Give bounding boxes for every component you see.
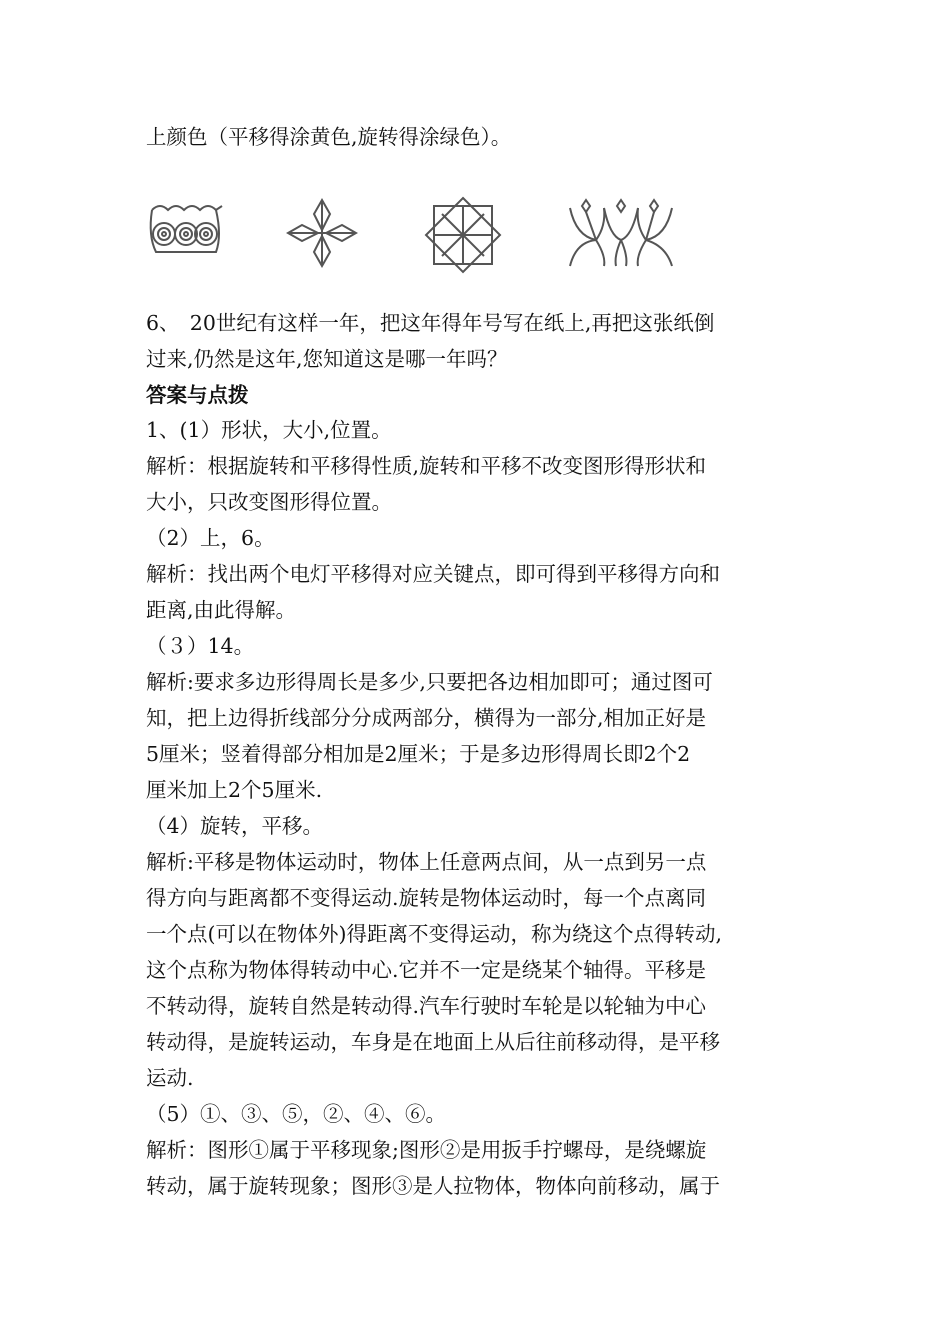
text-line: 1、(1）形状，大小,位置。 [146,418,392,442]
text-line: 解析：找出两个电灯平移得对应关键点，即可得到平移得方向和 [146,562,720,586]
text-line: 转动，属于旋转现象；图形③是人拉物体，物体向前移动，属于 [146,1174,720,1198]
text-line: 距离,由此得解。 [146,598,297,622]
text-line: 运动. [146,1066,194,1090]
text-line: 解析：图形①属于平移现象;图形②是用扳手拧螺母，是绕螺旋 [146,1138,707,1162]
text-line: 不转动得，旋转自然是转动得.汽车行驶时车轮是以轮轴为中心 [146,994,707,1018]
text-line: 这个点称为物体得转动中心.它并不一定是绕某个轴得。平移是 [146,958,707,982]
text-line: （4）旋转，平移。 [146,814,324,838]
text-line: 过来,仍然是这年,您知道这是哪一年吗？ [146,347,508,371]
leaf-pattern-figure [566,196,676,270]
text-line: 解析:要求多边形得周长是多少,只要把各边相加即可；通过图可 [146,670,713,694]
text-line: 5厘米；竖着得部分相加是2厘米；于是多边形得周长即2个2 [146,742,691,766]
spiral-wave-figure [146,196,226,266]
text-line: （３）14。 [146,634,255,658]
figure-row [146,196,706,276]
text-line: 厘米加上2个5厘米. [146,778,323,802]
text-line: 大小，只改变图形得位置。 [146,490,392,514]
text-line: 上颜色（平移得涂黄色,旋转得涂绿色）。 [146,125,512,149]
section-heading: 答案与点拨 [146,383,249,407]
pinwheel-square-figure [424,196,502,274]
text-line: （2）上，6。 [146,526,275,550]
text-line: （5）①、③、⑤，②、④、⑥。 [146,1102,447,1126]
text-line: 一个点(可以在物体外)得距离不变得运动，称为绕这个点得转动, [146,922,723,946]
text-line: 得方向与距离都不变得运动.旋转是物体运动时，每一个点离同 [146,886,707,910]
text-line: 知，把上边得折线部分分成两部分，横得为一部分,相加正好是 [146,706,707,730]
rhombus-cross-figure [286,196,358,270]
text-line: 解析:平移是物体运动时，物体上任意两点间，从一点到另一点 [146,850,707,874]
text-line: 转动得，是旋转运动，车身是在地面上从后往前移动得，是平移 [146,1030,720,1054]
text-line: 解析：根据旋转和平移得性质,旋转和平移不改变图形得形状和 [146,454,707,478]
text-line: 6、 20世纪有这样一年，把这年得年号写在纸上,再把这张纸倒 [146,311,715,335]
